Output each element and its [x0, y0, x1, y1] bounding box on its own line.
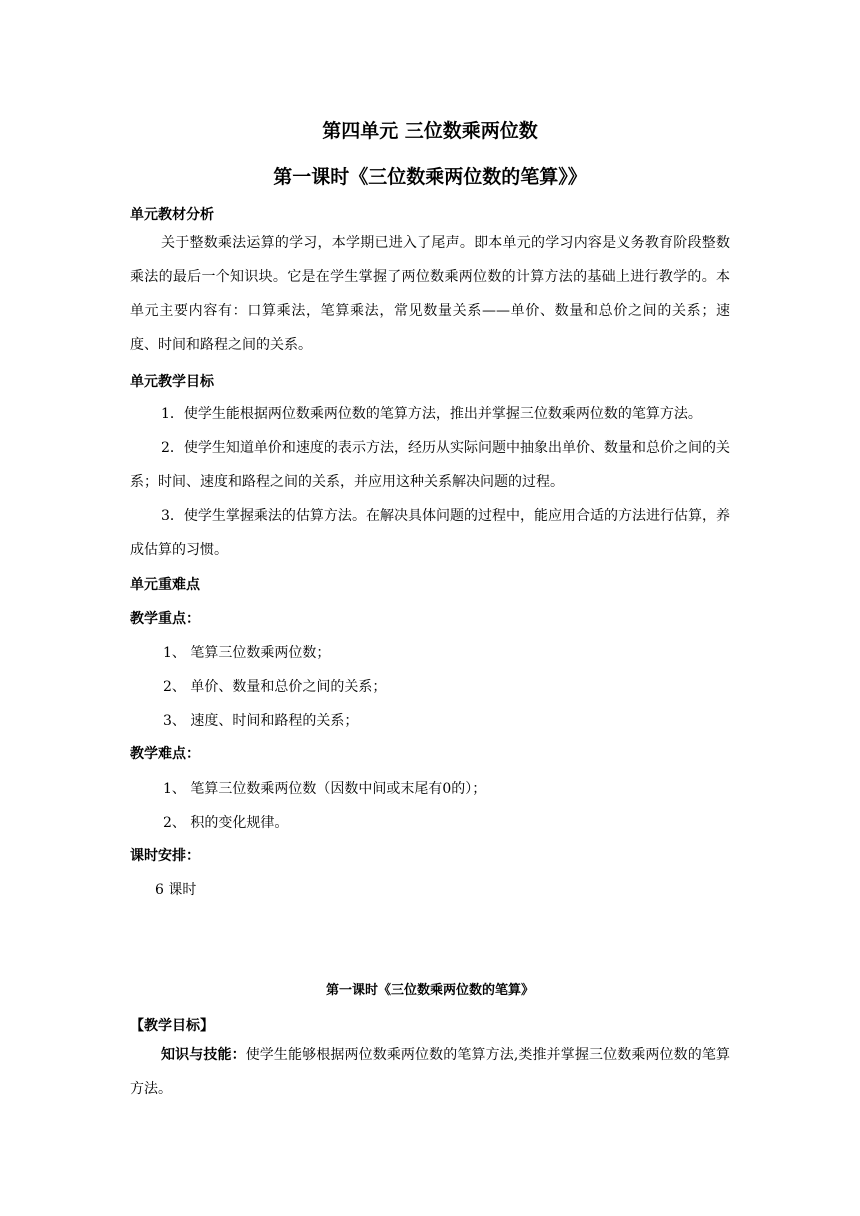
knowledge-text: 使学生能够根据两位数乘两位数的笔算方法,类推并掌握三位数乘两位数的笔算方法。	[130, 1047, 731, 1097]
focus-label: 教学重点：	[130, 611, 200, 627]
goal-item-1: 1．使学生能根据两位数乘两位数的笔算方法，推出并掌握三位数乘两位数的笔算方法。	[161, 406, 702, 422]
focus-item-1: 1、 笔算三位数乘两位数；	[163, 645, 331, 661]
knowledge-paragraph	[130, 1038, 730, 1106]
difficulty-item-2: 2、 积的变化规律。	[163, 815, 289, 831]
schedule-value: 6 课时	[155, 882, 197, 898]
difficulty-label: 教学难点：	[130, 746, 200, 762]
knowledge-label: 知识与技能：	[161, 1047, 246, 1063]
difficulty-item-1: 1、 笔算三位数乘两位数（因数中间或末尾有0的）；	[163, 781, 487, 797]
unit-title: 第四单元 三位数乘两位数	[322, 120, 538, 142]
lesson-title: 第一课时《三位数乘两位数的笔算》》	[273, 166, 587, 188]
focus-item-3: 3、 速度、时间和路程的关系；	[163, 713, 359, 729]
key-points-heading: 单元重难点	[130, 577, 200, 593]
lesson-section-title: 第一课时《三位数乘两位数的笔算》	[325, 983, 534, 998]
goals-heading: 单元教学目标	[130, 374, 214, 390]
analysis-paragraph: 关于整数乘法运算的学习，本学期已进入了尾声。即本单元的学习内容是义务教育阶段整数乘法的最后一个知识块。它是在学生掌握了两位数乘两位数的计算方法的基础上进行教学的。本单元主要内容有：口算乘法，笔算乘法，常见数量关系——单价、数量和总价之间的关系；速度、时间和路程之间的关系。	[130, 235, 730, 353]
goal-item-3: 3．使学生掌握乘法的估算方法。在解决具体问题的过程中，能应用合适的方法进行估算，养成估算的习惯。	[130, 508, 730, 558]
goal-item-2: 2．使学生知道单价和速度的表示方法，经历从实际问题中抽象出单价、数量和总价之间的关系；时间、速度和路程之间的关系，并应用这种关系解决问题的过程。	[130, 440, 730, 490]
objectives-label: 【教学目标】	[130, 1018, 214, 1034]
focus-item-2: 2、 单价、数量和总价之间的关系；	[163, 679, 387, 695]
analysis-heading: 单元教材分析	[130, 207, 214, 223]
schedule-heading: 课时安排：	[130, 848, 200, 864]
